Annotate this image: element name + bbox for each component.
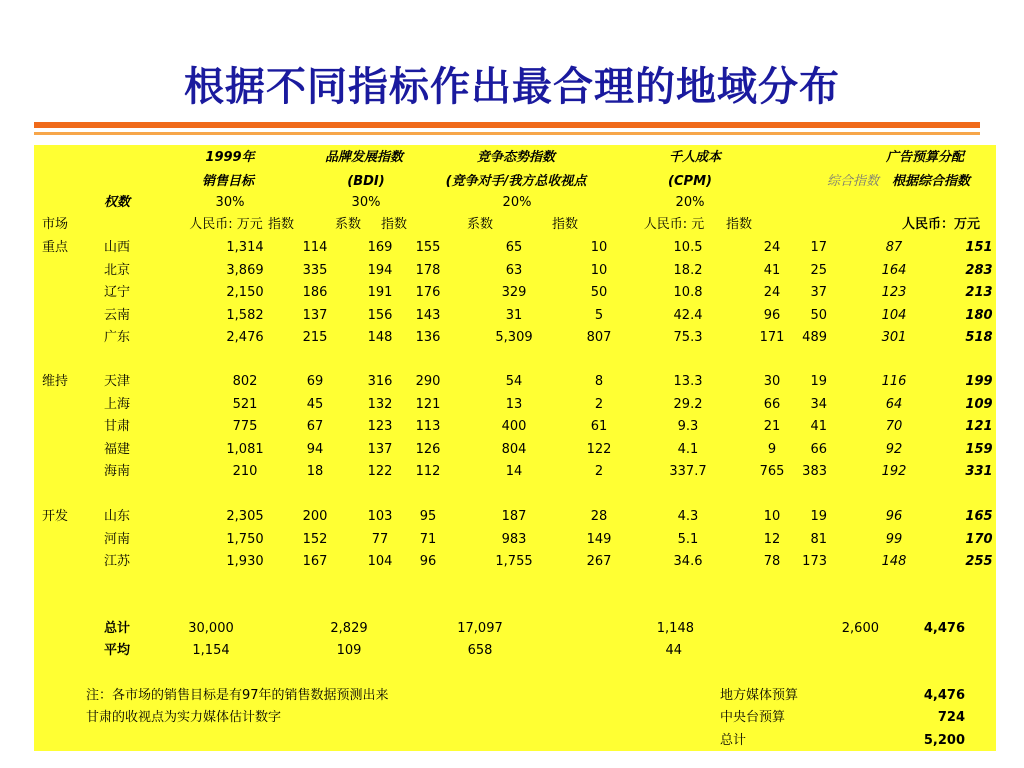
table-cell: 335: [302, 262, 328, 278]
market-name: 山西: [103, 240, 131, 255]
market-name: 福建: [103, 441, 131, 457]
table-cell: 113: [415, 419, 441, 434]
table-cell: 34: [810, 396, 827, 412]
table-cell: 1,314: [226, 240, 264, 255]
table-cell: 19: [810, 509, 827, 524]
table-cell: 41: [810, 419, 827, 434]
table-cell: 194: [367, 262, 393, 278]
totals-label: 总计: [103, 621, 131, 636]
table-cell: 63: [505, 262, 523, 278]
table-cell: 126: [415, 441, 441, 457]
table-cell: 103: [367, 509, 393, 524]
table-cell: 2,150: [226, 285, 264, 300]
totals-sales: 30,000: [188, 621, 234, 636]
table-cell: 171: [759, 330, 785, 345]
market-name: 山东: [103, 509, 131, 524]
totals-cpm: 1,148: [656, 621, 694, 636]
table-cell: 45: [306, 396, 324, 412]
unit-bdi-index: 指数: [380, 217, 408, 232]
table-cell: 104: [881, 307, 907, 323]
table-cell: 187: [501, 509, 527, 524]
header-by-composite: 根据综合指数: [892, 174, 971, 189]
unit-comp-coef: 系数: [466, 217, 494, 232]
header-competition: 竞争态势指数: [476, 150, 556, 165]
header-cpm: 千人成本: [668, 150, 722, 165]
table-row: [34, 371, 996, 393]
table-cell: 1,582: [226, 307, 264, 323]
table-cell: 2,305: [226, 509, 264, 524]
weight-bdi: 30%: [351, 195, 381, 210]
table-cell: 2,476: [226, 330, 264, 345]
table-cell: 521: [232, 396, 258, 412]
table-cell: 29.2: [673, 396, 703, 412]
title-rule-orange: [34, 122, 980, 128]
table-cell: 71: [419, 531, 437, 547]
table-cell: 1,750: [226, 531, 264, 547]
header-year: 1999年: [205, 150, 255, 165]
table-cell: 331: [965, 464, 993, 479]
table-row: [34, 506, 996, 528]
table-cell: 136: [415, 330, 441, 345]
header-sales-target: 销售目标: [201, 174, 255, 189]
table-cell: 191: [367, 285, 393, 300]
table-cell: 1,755: [495, 554, 533, 569]
table-cell: 17: [810, 240, 827, 255]
table-row: [34, 394, 996, 416]
table-cell: 1,930: [226, 554, 264, 569]
average-competition: 658: [467, 643, 493, 658]
table-cell: 109: [965, 396, 993, 412]
table-cell: 173: [802, 554, 827, 569]
table-cell: 121: [415, 396, 441, 412]
table-cell: 10: [590, 240, 608, 255]
table-cell: 200: [302, 509, 328, 524]
table-cell: 13.3: [673, 374, 703, 389]
table-cell: 1,081: [226, 441, 264, 457]
table-cell: 28: [590, 509, 608, 524]
table-cell: 164: [881, 262, 907, 278]
table-cell: 283: [965, 262, 993, 278]
unit-sales-index: 指数: [267, 217, 295, 232]
table-cell: 148: [881, 554, 907, 569]
market-name: 江苏: [103, 554, 131, 569]
table-cell: 50: [810, 307, 827, 323]
table-cell: 75.3: [673, 330, 703, 345]
table-cell: 70: [885, 419, 903, 434]
table-cell: 92: [885, 441, 903, 457]
table-cell: 41: [763, 262, 781, 278]
table-cell: 69: [306, 374, 324, 389]
table-cell: 804: [501, 441, 527, 457]
table-cell: 9: [767, 441, 777, 457]
market-name: 北京: [103, 262, 131, 278]
market-name: 甘肃: [103, 419, 131, 434]
unit-comp-index: 指数: [551, 217, 579, 232]
table-cell: 31: [505, 307, 523, 323]
table-cell: 14: [505, 464, 523, 479]
table-cell: 215: [302, 330, 328, 345]
table-row: [34, 461, 996, 483]
table-cell: 25: [810, 262, 827, 278]
table-cell: 518: [965, 330, 993, 345]
table-cell: 24: [763, 285, 781, 300]
table-cell: 66: [763, 396, 781, 412]
weights-row: [34, 192, 996, 214]
header-composite-index: 综合指数: [827, 174, 880, 189]
table-cell: 132: [367, 396, 393, 412]
market-name: 河南: [103, 531, 131, 547]
totals-budget: 4,476: [923, 621, 965, 636]
table-cell: 99: [885, 531, 903, 547]
table-cell: 121: [965, 419, 993, 434]
group-label: 重点: [42, 240, 69, 255]
table-cell: 61: [590, 419, 608, 434]
table-cell: 87: [885, 240, 903, 255]
table-cell: 78: [763, 554, 781, 569]
weights-label: 权数: [103, 195, 131, 210]
table-cell: 104: [367, 554, 393, 569]
page-title: 根据不同指标作出最合理的地域分布: [184, 64, 840, 110]
table-cell: 12: [763, 531, 781, 547]
table-row: [34, 439, 996, 461]
table-cell: 96: [419, 554, 437, 569]
unit-sales-currency: 人民币: 万元: [189, 217, 263, 232]
weight-competition: 20%: [502, 195, 532, 210]
table-cell: 8: [594, 374, 604, 389]
table-cell: 199: [965, 374, 993, 389]
table-cell: 30: [763, 374, 781, 389]
unit-cpm-currency: 人民币: 元: [643, 217, 705, 232]
note-line-2: 甘肃的收视点为实力媒体估计数字: [86, 710, 282, 725]
table-cell: 18.2: [673, 262, 703, 278]
table-cell: 316: [367, 374, 393, 389]
summary-total-label: 总计: [720, 733, 747, 748]
average-cpm: 44: [665, 643, 682, 658]
table-cell: 10.8: [673, 285, 703, 300]
table-cell: 213: [965, 285, 993, 300]
table-cell: 94: [306, 441, 324, 457]
average-sales: 1,154: [192, 643, 230, 658]
table-cell: 267: [586, 554, 612, 569]
table-cell: 81: [810, 531, 827, 547]
table-cell: 122: [586, 441, 612, 457]
table-cell: 489: [802, 330, 827, 345]
table-cell: 167: [302, 554, 328, 569]
unit-bdi-coef: 系数: [334, 217, 362, 232]
table-cell: 802: [232, 374, 258, 389]
table-cell: 122: [367, 464, 393, 479]
table-cell: 807: [586, 330, 612, 345]
table-cell: 159: [965, 441, 993, 457]
table-cell: 383: [802, 464, 827, 479]
table-cell: 34.6: [673, 554, 703, 569]
table-cell: 255: [965, 554, 993, 569]
table-cell: 178: [415, 262, 441, 278]
table-cell: 95: [419, 509, 437, 524]
table-row: [34, 529, 996, 551]
table-row: [34, 416, 996, 438]
table-cell: 10.5: [673, 240, 703, 255]
table-cell: 123: [367, 419, 393, 434]
table-cell: 180: [965, 307, 993, 323]
table-cell: 186: [302, 285, 328, 300]
table-cell: 42.4: [673, 307, 703, 323]
market-name: 广东: [103, 330, 131, 345]
table-cell: 3,869: [226, 262, 264, 278]
table-cell: 64: [885, 396, 903, 412]
units-row: [34, 214, 996, 236]
unit-budget-currency: 人民币：万元: [902, 217, 981, 232]
table-cell: 137: [302, 307, 328, 323]
table-cell: 5,309: [495, 330, 533, 345]
summary-central-value: 724: [937, 710, 965, 725]
table-cell: 337.7: [669, 464, 707, 479]
table-cell: 21: [763, 419, 781, 434]
table-row: [34, 282, 996, 304]
header-row-2: [34, 171, 996, 193]
table-row: [34, 260, 996, 282]
table-cell: 400: [501, 419, 527, 434]
market-name: 海南: [103, 464, 131, 479]
table-cell: 67: [306, 419, 324, 434]
table-cell: 765: [759, 464, 785, 479]
table-cell: 24: [763, 240, 781, 255]
header-bdi-abbr: (BDI): [347, 174, 385, 189]
table-cell: 50: [590, 285, 608, 300]
table-cell: 96: [885, 509, 903, 524]
header-bdi: 品牌发展指数: [324, 150, 404, 165]
totals-row: [34, 618, 996, 640]
table-cell: 192: [881, 464, 907, 479]
table-row: [34, 327, 996, 349]
header-cpm-abbr: (CPM): [668, 174, 712, 189]
weight-cpm: 20%: [675, 195, 705, 210]
table-cell: 165: [965, 509, 993, 524]
table-cell: 151: [965, 240, 993, 255]
table-cell: 10: [763, 509, 781, 524]
table-cell: 13: [505, 396, 523, 412]
table-cell: 983: [501, 531, 527, 547]
summary-central-label: 中央台预算: [720, 710, 786, 725]
table-cell: 155: [415, 240, 441, 255]
table-cell: 19: [810, 374, 827, 389]
table-cell: 2: [594, 396, 604, 412]
market-name: 辽宁: [103, 285, 131, 300]
table-cell: 170: [965, 531, 993, 547]
table-cell: 2: [594, 464, 604, 479]
table-cell: 96: [763, 307, 781, 323]
market-name: 上海: [103, 396, 131, 412]
table-cell: 123: [881, 285, 907, 300]
average-row: [34, 640, 996, 662]
table-row: [34, 551, 996, 573]
table-cell: 65: [505, 240, 523, 255]
table-cell: 54: [505, 374, 523, 389]
table-cell: 9.3: [677, 419, 699, 434]
table-cell: 5.1: [677, 531, 699, 547]
group-label: 开发: [42, 509, 69, 524]
header-competition-desc: (竞争对手/我方总收视点: [445, 174, 587, 189]
totals-bdi: 2,829: [330, 621, 368, 636]
table-cell: 112: [415, 464, 441, 479]
table-cell: 152: [302, 531, 328, 547]
table-cell: 18: [306, 464, 324, 479]
table-cell: 301: [881, 330, 907, 345]
table-cell: 329: [501, 285, 527, 300]
average-bdi: 109: [336, 643, 362, 658]
totals-competition: 17,097: [457, 621, 503, 636]
weight-sales: 30%: [215, 195, 245, 210]
table-cell: 156: [367, 307, 393, 323]
table-cell: 77: [371, 531, 389, 547]
table-cell: 10: [590, 262, 608, 278]
table-cell: 114: [302, 240, 328, 255]
header-budget: 广告预算分配: [885, 150, 965, 165]
table-row: [34, 237, 996, 259]
table-cell: 176: [415, 285, 441, 300]
summary-total-value: 5,200: [923, 733, 965, 748]
table-cell: 5: [594, 307, 604, 323]
table-cell: 143: [415, 307, 441, 323]
table-cell: 66: [810, 441, 827, 457]
group-label: 维持: [42, 374, 69, 389]
table-cell: 148: [367, 330, 393, 345]
title-rule-light: [34, 132, 980, 135]
summary-local-value: 4,476: [923, 688, 965, 703]
market-name: 云南: [103, 307, 131, 323]
note-line-1: 注：各市场的销售目标是有97年的销售数据预测出来: [86, 688, 389, 703]
table-cell: 290: [415, 374, 441, 389]
unit-market: 市场: [42, 217, 69, 232]
market-name: 天津: [103, 374, 131, 389]
table-cell: 4.3: [677, 509, 699, 524]
table-cell: 149: [586, 531, 612, 547]
header-row-1: [34, 147, 996, 169]
table-cell: 169: [367, 240, 393, 255]
budget-table-panel: [34, 145, 996, 751]
summary-local-label: 地方媒体预算: [720, 688, 799, 703]
table-cell: 137: [367, 441, 393, 457]
table-cell: 116: [881, 374, 907, 389]
table-cell: 4.1: [677, 441, 699, 457]
table-row: [34, 305, 996, 327]
totals-index: 2,600: [841, 621, 879, 636]
average-label: 平均: [103, 643, 131, 658]
table-cell: 37: [810, 285, 827, 300]
table-cell: 775: [232, 419, 258, 434]
table-cell: 210: [232, 464, 258, 479]
unit-cpm-index: 指数: [725, 217, 753, 232]
